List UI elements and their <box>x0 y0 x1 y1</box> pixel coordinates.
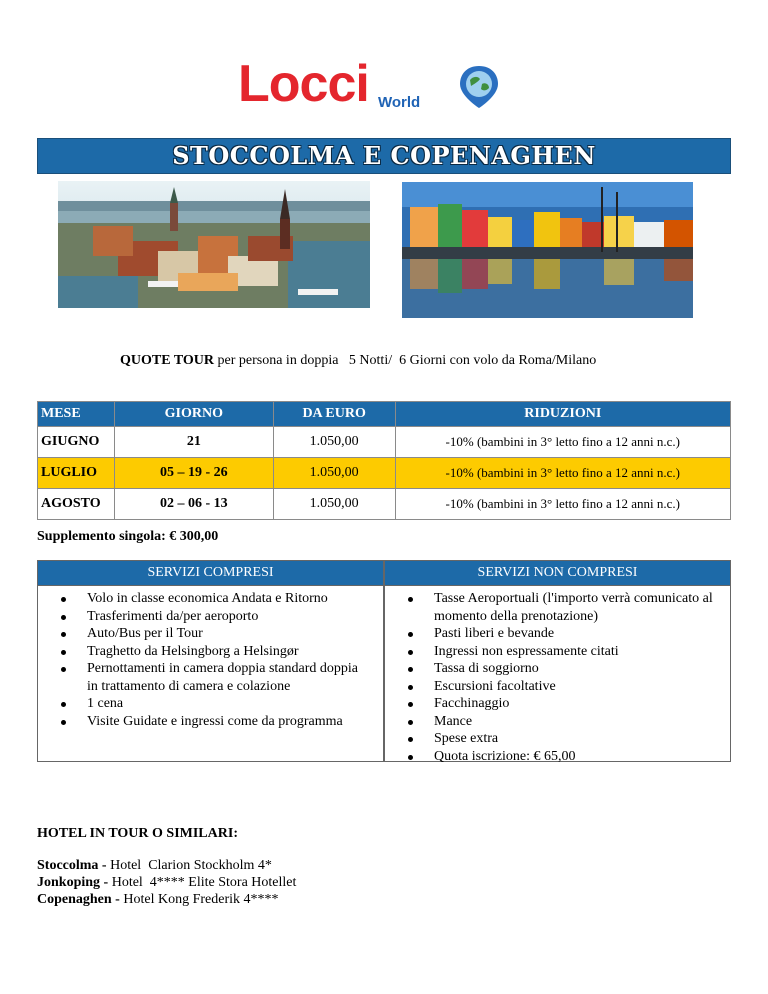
table-row <box>38 489 731 520</box>
list-item: Traghetto da Helsingborg a Helsingør <box>87 643 383 661</box>
services-not-included-box <box>384 560 731 762</box>
hotel-line-copenaghen <box>37 892 279 908</box>
list-item: 1 cena <box>87 695 383 713</box>
price-table <box>37 401 731 520</box>
quote-label: QUOTE TOUR <box>120 353 215 368</box>
logo-subtitle: World <box>378 94 421 111</box>
cell-giorno: 21 <box>114 427 273 458</box>
header-mese: MESE <box>38 402 115 427</box>
cell-mese: AGOSTO <box>38 489 115 520</box>
list-item: Trasferimenti da/per aeroporto <box>87 608 383 626</box>
list-item: Pernottamenti in camera doppia standard doppia in trattamento di camera e colazione <box>87 660 383 695</box>
services-included-header: SERVIZI COMPRESI <box>38 561 383 586</box>
cell-riduzioni: -10% (bambini in 3° letto fino a 12 anni n.c.) <box>395 427 730 458</box>
hotel-name: Hotel Kong Frederik 4**** <box>123 892 279 907</box>
logo-wordmark: Locci <box>238 55 369 113</box>
locci-world-logo <box>238 55 538 116</box>
copenhagen-photo <box>402 182 693 318</box>
list-item: Mance <box>434 713 730 731</box>
cell-riduzioni: -10% (bambini in 3° letto fino a 12 anni n.c.) <box>395 458 730 489</box>
cell-mese: GIUGNO <box>38 427 115 458</box>
hotel-city: Copenaghen - <box>37 892 124 907</box>
hotel-name: Hotel Clarion Stockholm 4* <box>110 858 272 873</box>
list-item: Spese extra <box>434 730 730 748</box>
hotel-name: Hotel 4**** Elite Stora Hotellet <box>111 875 297 890</box>
list-item: Auto/Bus per il Tour <box>87 625 383 643</box>
hotel-city: Stoccolma - <box>37 858 111 873</box>
single-supplement: Supplemento singola: € 300,00 <box>37 529 219 544</box>
list-item: Tasse Aeroportuali (l'importo verrà comunicato al momento della prenotazione) <box>434 590 730 625</box>
list-item: Tassa di soggiorno <box>434 660 730 678</box>
services-not-included-list <box>385 590 730 765</box>
services-included-box <box>37 560 384 762</box>
cell-euro: 1.050,00 <box>273 427 395 458</box>
cell-euro: 1.050,00 <box>273 458 395 489</box>
hotel-city: Jonkoping - <box>37 875 112 890</box>
header-giorno: GIORNO <box>114 402 273 427</box>
list-item: Escursioni facoltative <box>434 678 730 696</box>
cell-mese: LUGLIO <box>38 458 115 489</box>
cell-euro: 1.050,00 <box>273 489 395 520</box>
price-table-header <box>38 402 731 427</box>
cell-riduzioni: -10% (bambini in 3° letto fino a 12 anni n.c.) <box>395 489 730 520</box>
list-item: Volo in classe economica Andata e Ritorno <box>87 590 383 608</box>
page-title: STOCCOLMA E COPENAGHEN <box>172 141 596 170</box>
list-item: Ingressi non espressamente citati <box>434 643 730 661</box>
title-banner <box>37 138 731 174</box>
hotels-title: HOTEL IN TOUR O SIMILARI: <box>37 826 238 841</box>
list-item: Facchinaggio <box>434 695 730 713</box>
header-riduzioni: RIDUZIONI <box>395 402 730 427</box>
list-item: Pasti liberi e bevande <box>434 625 730 643</box>
quote-tour-line <box>120 353 596 369</box>
globe-pin-icon <box>456 64 502 110</box>
list-item: Quota iscrizione: € 65,00 <box>434 748 730 766</box>
hotel-line-stoccolma <box>37 858 272 874</box>
services-not-included-header: SERVIZI NON COMPRESI <box>385 561 730 586</box>
services-included-list <box>38 590 383 730</box>
header-euro: DA EURO <box>273 402 395 427</box>
stockholm-photo <box>58 181 370 308</box>
table-row <box>38 427 731 458</box>
cell-giorno: 05 – 19 - 26 <box>114 458 273 489</box>
hotel-line-jonkoping <box>37 875 296 891</box>
quote-details: per persona in doppia 5 Notti/ 6 Giorni con volo da Roma/Milano <box>214 353 597 368</box>
cell-giorno: 02 – 06 - 13 <box>114 489 273 520</box>
table-row <box>38 458 731 489</box>
list-item: Visite Guidate e ingressi come da programma <box>87 713 383 731</box>
